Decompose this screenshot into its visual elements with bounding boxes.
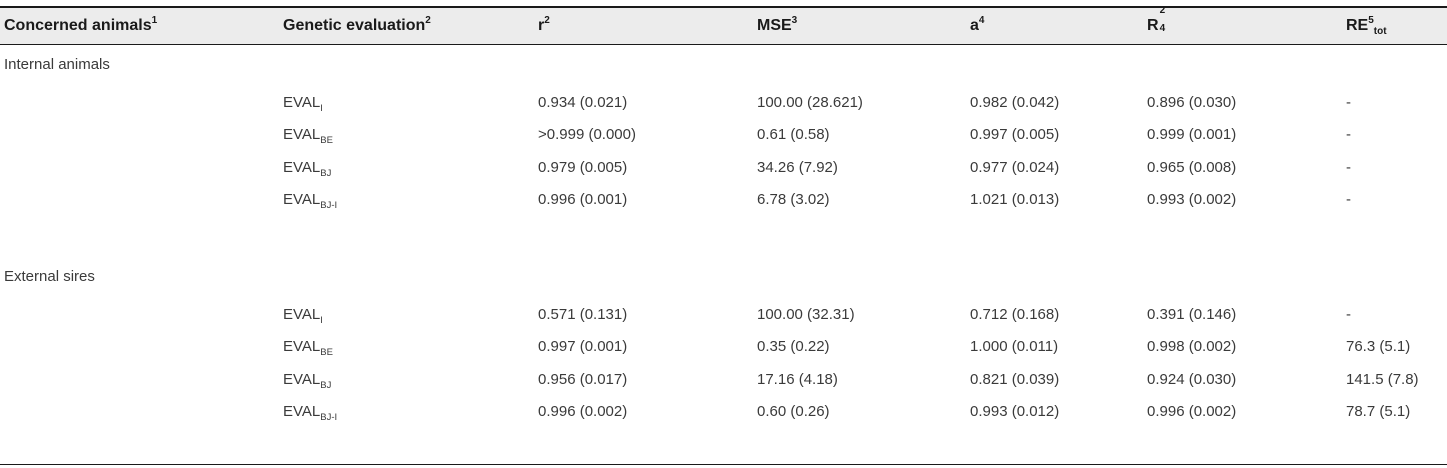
- cell-a: 1.000 (0.011): [970, 338, 1059, 356]
- cell-a: 1.021 (0.013): [970, 190, 1060, 208]
- cell-re-tot: -: [1346, 94, 1351, 111]
- header-mse: MSE$^3$: [757, 15, 798, 34]
- header-r2: $r^2$: [538, 15, 550, 34]
- cell-r2: >0.999 (0.000): [538, 126, 636, 144]
- cell-a: 0.977 (0.024): [970, 158, 1060, 176]
- table-bottom-rule: [0, 464, 1447, 465]
- cell-mse: 0.35 (0.22): [757, 338, 830, 356]
- cell-re-tot: -: [1346, 158, 1351, 176]
- cell-r2: 0.996 (0.002): [538, 402, 628, 420]
- cell-mse: 0.61 (0.58): [757, 126, 830, 144]
- cell-mse: 0.60 (0.26): [757, 402, 830, 420]
- cell-r2: 0.997 (0.001): [538, 338, 628, 356]
- cell-re-tot: -: [1346, 306, 1351, 323]
- cell-mse: 34.26 (7.92): [757, 158, 838, 176]
- cell-genetic-evaluation: $EVAL_{BE}$: [283, 338, 333, 359]
- cell-R2: 0.999 (0.001): [1147, 126, 1237, 144]
- cell-mse: 100.00 (32.31): [757, 306, 855, 323]
- cell-r2: 0.934 (0.021): [538, 94, 628, 111]
- cell-r2: 0.956 (0.017): [538, 370, 628, 388]
- cell-mse: 17.16 (4.18): [757, 370, 838, 388]
- group-label: Internal animals: [4, 56, 110, 73]
- header-concerned-animals: Concerned animals$^1$: [4, 15, 158, 34]
- cell-genetic-evaluation: $EVAL_{BJ-I}$: [283, 402, 338, 423]
- cell-genetic-evaluation: $EVAL_I$: [283, 306, 323, 326]
- cell-R2: 0.965 (0.008): [1147, 158, 1237, 176]
- cell-re-tot: 76.3 (5.1): [1346, 338, 1411, 356]
- cell-a: 0.997 (0.005): [970, 126, 1060, 144]
- group-label: External sires: [4, 268, 95, 285]
- cell-R2: 0.896 (0.030): [1147, 94, 1237, 111]
- header-R2: R 2 4: [1147, 8, 1171, 44]
- cell-a: 0.712 (0.168): [970, 306, 1060, 323]
- cell-r2: 0.571 (0.131): [538, 306, 628, 323]
- cell-re-tot: 78.7 (5.1): [1346, 402, 1411, 420]
- cell-re-tot: 141.5 (7.8): [1346, 370, 1419, 388]
- cell-genetic-evaluation: $EVAL_{BE}$: [283, 126, 333, 147]
- cell-a: 0.821 (0.039): [970, 370, 1060, 388]
- cell-r2: 0.979 (0.005): [538, 158, 628, 176]
- cell-mse: 100.00 (28.621): [757, 94, 863, 111]
- cell-a: 0.993 (0.012): [970, 402, 1060, 420]
- cell-R2: 0.996 (0.002): [1147, 402, 1237, 420]
- header-a: $a^4$: [970, 15, 985, 34]
- cell-mse: 6.78 (3.02): [757, 190, 830, 208]
- cell-genetic-evaluation: $EVAL_I$: [283, 94, 323, 114]
- cell-R2: 0.391 (0.146): [1147, 306, 1237, 323]
- cell-genetic-evaluation: $EVAL_{BJ}$: [283, 158, 332, 179]
- header-genetic-evaluation: Genetic evaluation$^2$: [283, 15, 431, 34]
- cell-R2: 0.998 (0.002): [1147, 338, 1237, 356]
- cell-re-tot: -: [1346, 126, 1351, 144]
- cell-genetic-evaluation: $EVAL_{BJ}$: [283, 370, 332, 391]
- cell-re-tot: -: [1346, 190, 1351, 208]
- cell-genetic-evaluation: $EVAL_{BJ-I}$: [283, 190, 338, 211]
- table-header-row: [0, 5, 1447, 45]
- header-R2-superscripts: 2 4: [1159, 5, 1166, 34]
- cell-R2: 0.993 (0.002): [1147, 190, 1237, 208]
- cell-r2: 0.996 (0.001): [538, 190, 628, 208]
- cell-a: 0.982 (0.042): [970, 94, 1060, 111]
- header-re-tot: $RE^5_{tot}$: [1346, 15, 1387, 37]
- cell-R2: 0.924 (0.030): [1147, 370, 1237, 388]
